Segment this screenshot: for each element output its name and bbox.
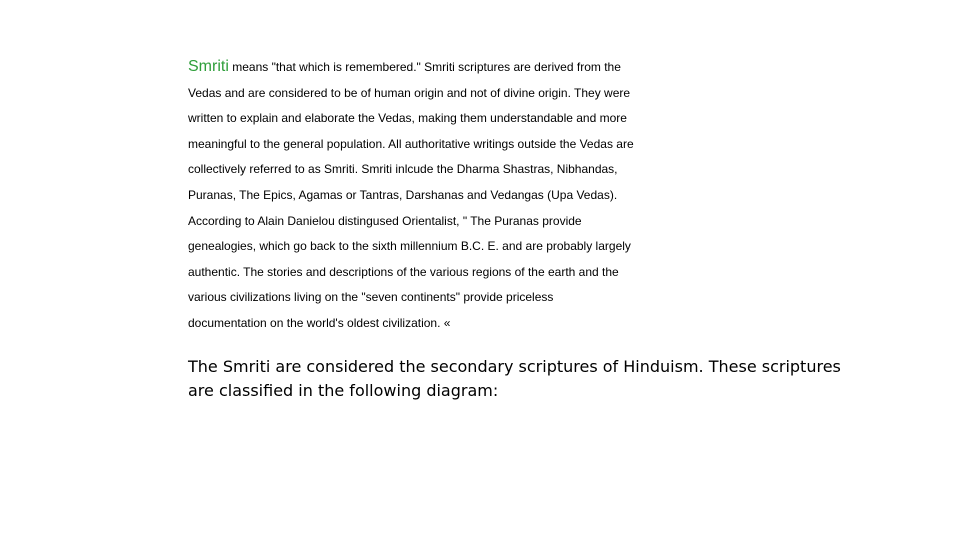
paragraph-line-text: means "that which is remembered." Smriti scriptures are derived from the (228, 60, 621, 74)
paragraph-line (188, 54, 688, 81)
paragraph-line: meaningful to the general population. All authoritative writings outside the Vedas are (188, 136, 634, 151)
paragraph-line: Puranas, The Epics, Agamas or Tantras, Darshanas and Vedangas (Upa Vedas). (188, 187, 618, 202)
paragraph-line: authentic. The stories and descriptions of the various regions of the earth and the (188, 264, 619, 279)
paragraph-line: The Smriti are considered the secondary scriptures of Hinduism. These scriptures (188, 357, 841, 376)
smriti-classification-paragraph (188, 355, 888, 403)
paragraph-line: are classified in the following diagram: (188, 381, 499, 400)
paragraph-line: According to Alain Danielou distingused Orientalist, " The Puranas provide (188, 213, 582, 228)
paragraph-line: documentation on the world's oldest civilization. « (188, 315, 451, 330)
smriti-definition-paragraph (188, 54, 688, 337)
paragraph-line: written to explain and elaborate the Vedas, making them understandable and more (188, 111, 627, 126)
smriti-term: Smriti (188, 58, 229, 75)
paragraph-line: genealogies, which go back to the sixth millennium B.C. E. and are probably largely (188, 239, 631, 254)
paragraph-line: Vedas and are considered to be of human origin and not of divine origin. They were (188, 85, 631, 100)
paragraph-line: collectively referred to as Smriti. Smriti inlcude the Dharma Shastras, Nibhandas, (188, 162, 618, 177)
paragraph-line: various civilizations living on the "seven continents" provide priceless (188, 290, 554, 305)
